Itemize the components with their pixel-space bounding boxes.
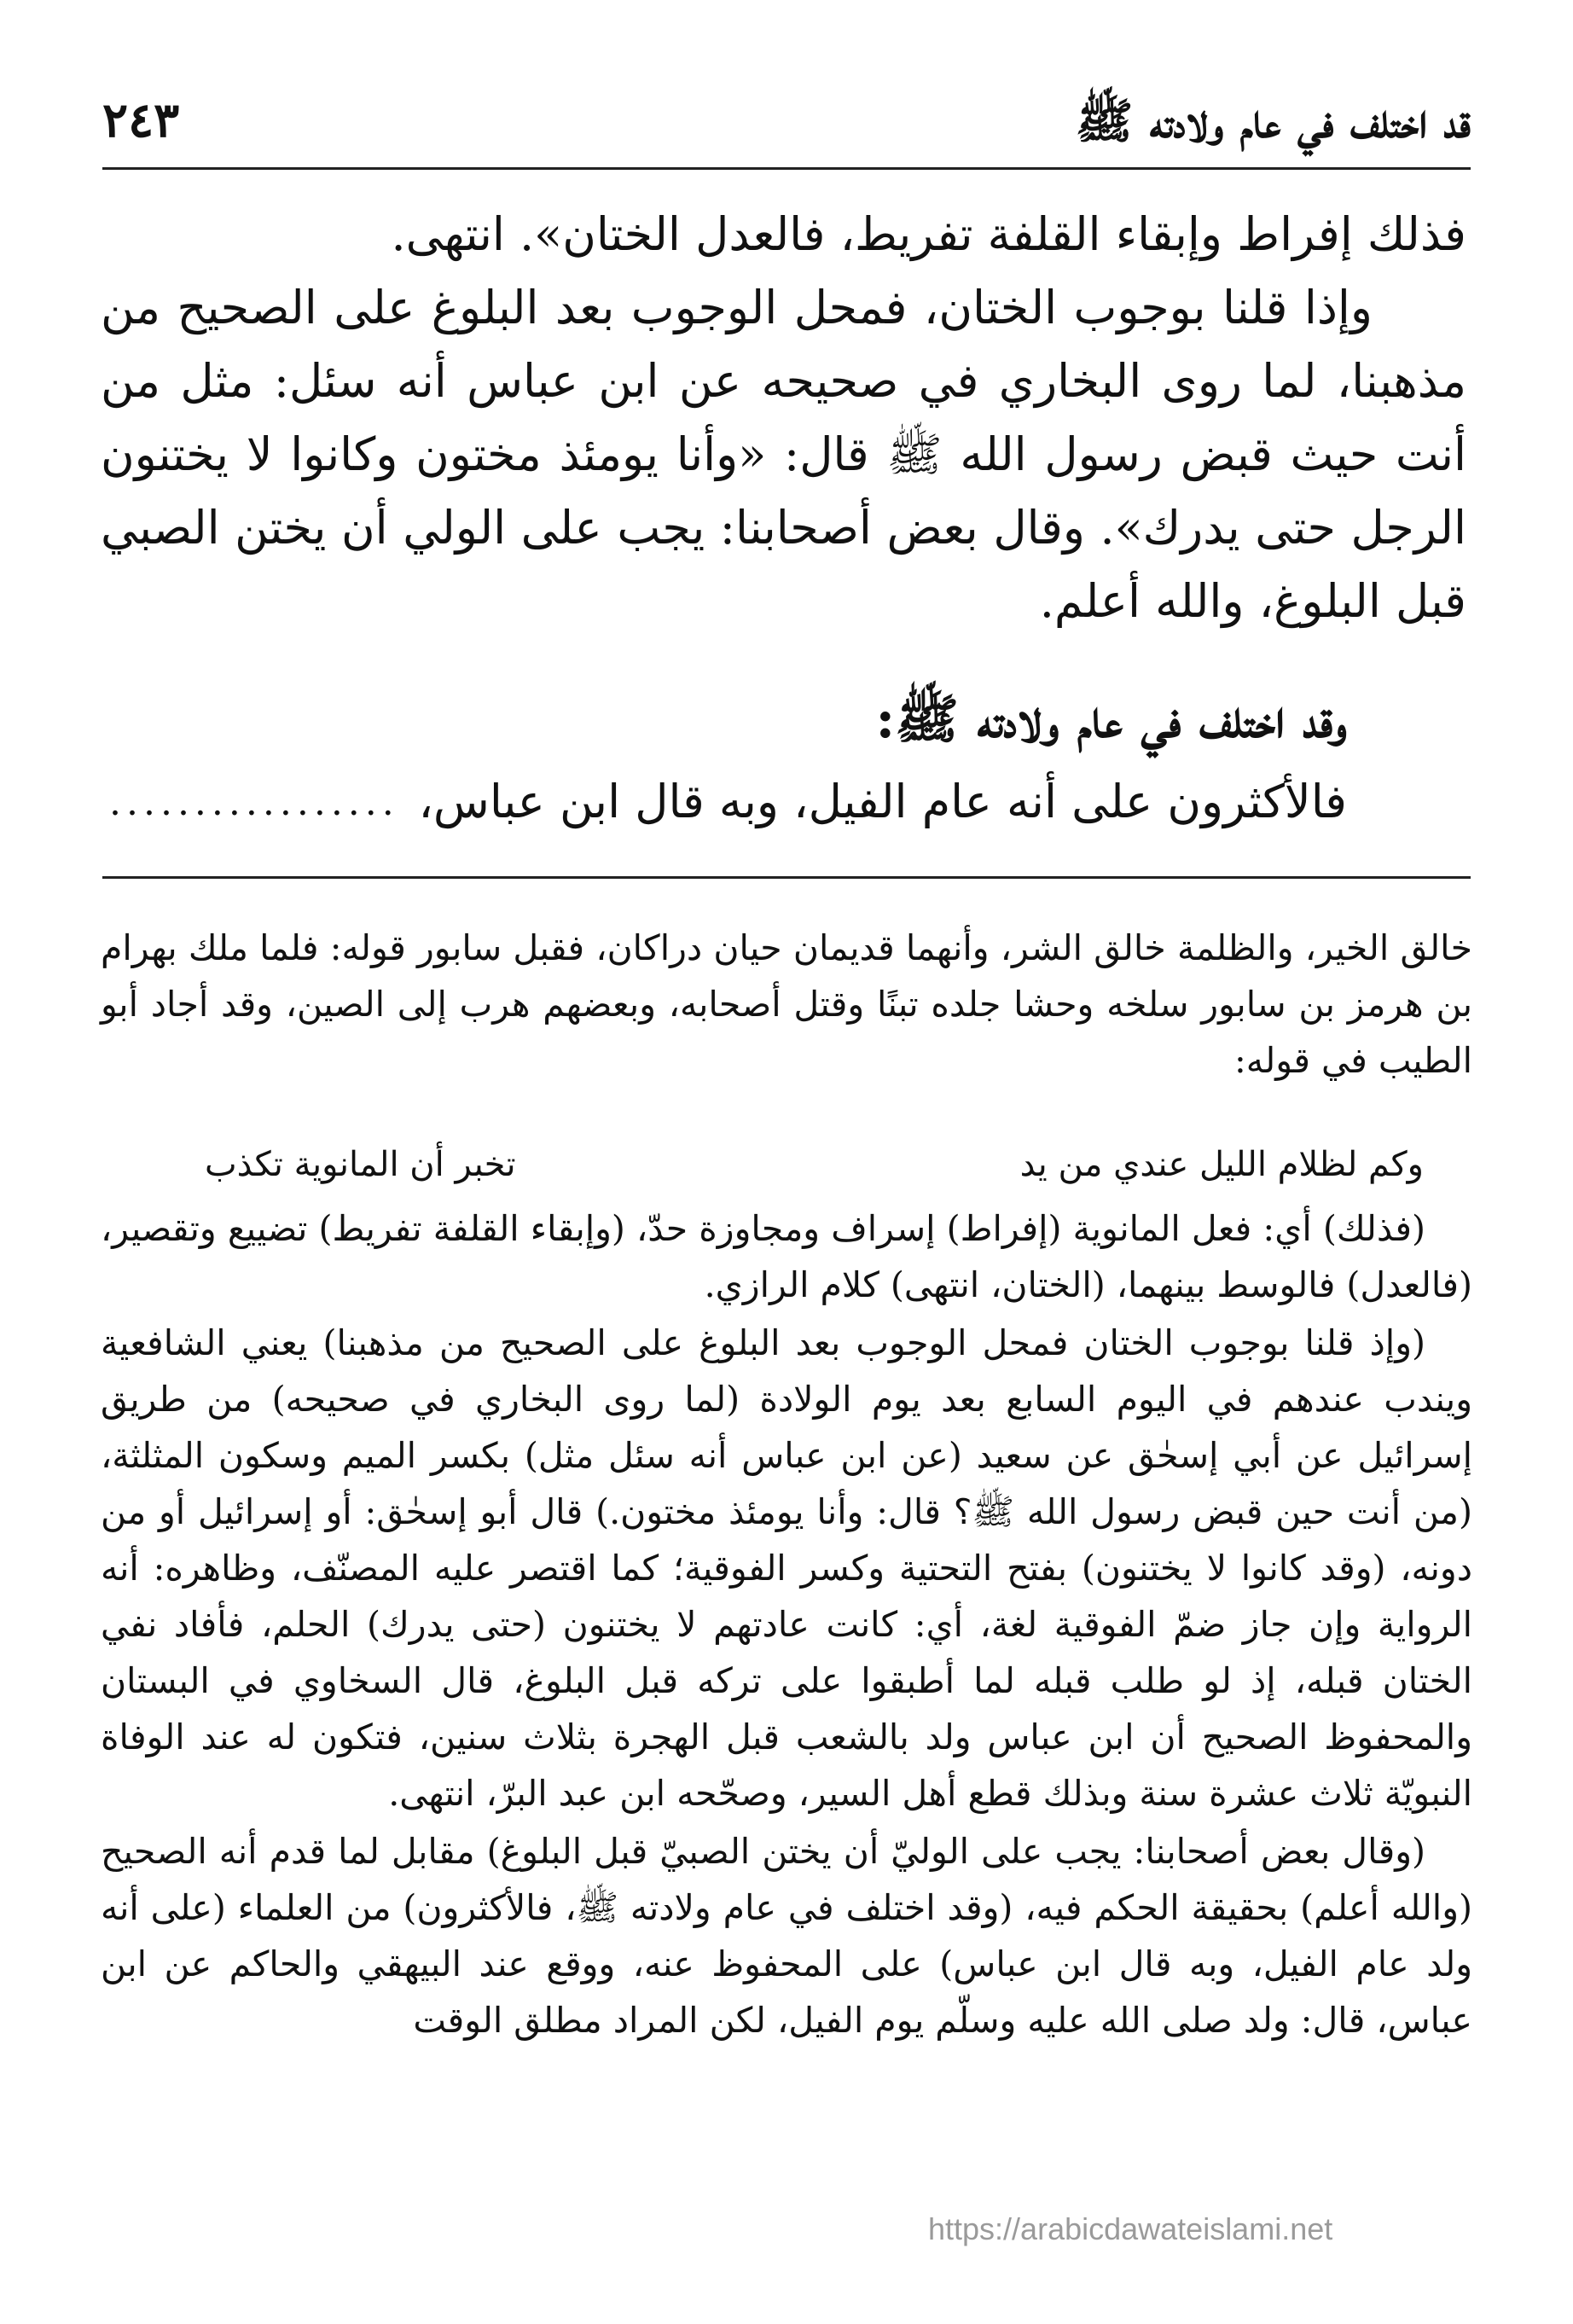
main-paragraph: وإذا قلنا بوجوب الختان، فمحل الوجوب بعد البلوغ على الصحيح من مذهبنا، لما روى البخاري في صحيحه عن ابن عباس أنه سئل: مثل من أنت حيث قبض رسول الله ﷺ قال: «وأنا يومئذ مختون وكانوا لا يختنون الرجل حتى يدرك». وقال بعض أصحابنا: يجب على الولي أن يختن الصبي قبل البلوغ، والله أعلم. [101,281,1466,628]
page-header [102,85,1471,166]
running-title: قد اختلف في عام ولادته ﷺ [1075,93,1471,149]
poetry-verse [205,1145,1424,1196]
commentary-text-continued [101,1200,1472,2050]
commentary-paragraph: خالق الخير، والظلمة خالق الشر، وأنهما قديمان حيان دراكان، فقبل سابور قوله: فلما ملك بهرام بن هرمز بن سابور سلخه وحشا جلده تبنًا وقتل أصحابه، وبعضهم هرب إلى الصين، وقد أجاد أبو الطيب في قوله: [101,927,1472,1081]
continuation-dots: ................. [109,781,399,824]
commentary-paragraph: (وقال بعض أصحابنا: يجب على الوليّ أن يختن الصبيّ قبل البلوغ) مقابل لما قدم أنه الصحيح (والله أعلم) بحقيقة الحكم فيه، (وقد اختلف في عام ولادته ﷺ، فالأكثرون) من العلماء (على أنه ولد عام الفيل، وبه قال ابن عباس) على المحفوظ عنه، ووقع عند البيهقي والحاكم عن ابن عباس، قال: ولد صلى الله عليه وسلّم يوم الفيل، لكن المراد مطلق الوقت [101,1831,1472,2041]
main-last-line: فالأكثرون على أنه عام الفيل، وبه قال ابن عباس، [418,775,1347,828]
main-text [101,198,1466,638]
verse-second-hemistich: تخبر أن المانوية تكذب [205,1145,516,1184]
page-number: ٢٤٣ [102,92,180,148]
commentary-paragraph: (وإذ قلنا بوجوب الختان فمحل الوجوب بعد البلوغ على الصحيح من مذهبنا) يعني الشافعية ويندب عندهم في اليوم السابع بعد يوم الولادة (لما روى البخاري في صحيحه) من طريق إسرائيل عن أبي إسحٰق عن سعيد (عن ابن عباس أنه سئل مثل) بكسر الميم وسكون المثلثة، (من أنت حين قبض رسول الله ﷺ؟ قال: وأنا يومئذ مختون.) قال أبو إسحٰق: أو إسرائيل أو من دونه، (وقد كانوا لا يختنون) بفتح التحتية وكسر الفوقية؛ كما اقتصر عليه المصنّف، وظاهره: أنه الرواية وإن جاز ضمّ الفوقية لغة، أي: كانت عادتهم لا يختنون (حتى يدرك) الحلم، فأفاد نفي الختان قبله، إذ لو طلب قبله لما أطبقوا على تركه قبل البلوغ، قال السخاوي في البستان والمحفوظ الصحيح أن ابن عباس ولد بالشعب قبل الهجرة بثلاث سنين، فتكون له عند الوفاة النبويّة ثلاث عشرة سنة وبذلك قطع أهل السير، وصحّحه ابن عبد البرّ، انتهى. [101,1322,1473,1814]
watermark-url: https://arabicdawateislami.net [928,2211,1333,2246]
commentary-text [101,920,1472,1089]
footnote-rule [102,876,1471,879]
header-rule [102,167,1471,170]
commentary-paragraph: (فذلك) أي: فعل المانوية (إفراط) إسراف ومجاوزة حدّ، (وإبقاء القلفة تفريط) تضييع وتقصير، (فالعدل) فالوسط بينهما، (الختان، انتهى) كلام الرازي. [101,1208,1472,1305]
section-heading: وقد اختلف في عام ولادته ﷺ: [875,688,1347,750]
main-paragraph: فذلك إفراط وإبقاء القلفة تفريط، فالعدل الختان». انتهى. [391,207,1466,261]
verse-first-hemistich: وكم لظلام الليل عندي من يد [1019,1145,1424,1184]
